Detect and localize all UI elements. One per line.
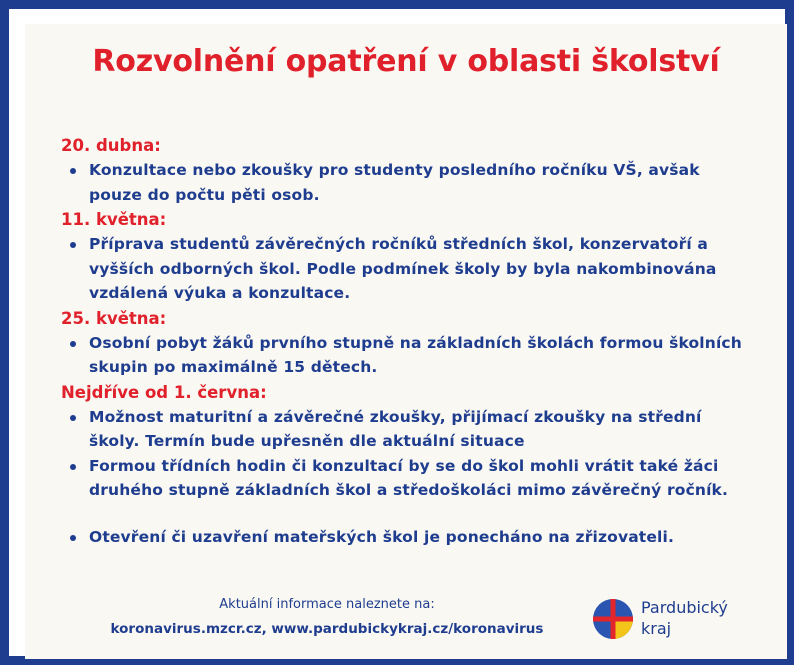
section-heading: 25. května:: [61, 308, 167, 328]
measures-list: [61, 133, 783, 549]
logo-red-horizontal-bar: [593, 617, 633, 622]
bullet-list: [61, 232, 783, 306]
line: školy. Termín bude upřesněn dle aktuální situace: [89, 432, 525, 450]
pardubice-region-logo-icon: [592, 598, 634, 640]
footer-links: koronavirus.mzcr.cz, www.pardubickykraj.cz/koronavirus: [110, 621, 544, 637]
section-1-june: [61, 380, 783, 550]
region-logo: [592, 594, 728, 650]
poster-panel: [25, 24, 787, 659]
line: Formou třídních hodin či konzultací by se do škol mohli vrátit také žáci: [89, 456, 719, 475]
line: vzdálená výuka a konzultace.: [89, 284, 351, 302]
logo-text-line1: Pardubický: [641, 598, 728, 617]
footer: [67, 595, 587, 640]
line: Osobní pobyt žáků prvního stupně na základních školách formou školních: [89, 333, 742, 352]
page-title: Rozvolnění opatření v oblasti školství: [92, 44, 720, 79]
line: Otevření či uzavření mateřských škol je ponecháno na zřizovateli.: [89, 527, 674, 546]
bullet-list: [61, 158, 783, 207]
section-25-may: [61, 306, 783, 380]
line: pouze do počtu pěti osob.: [89, 185, 320, 204]
line: Příprava studentů závěrečných ročníků středních škol, konzervatoří a: [89, 235, 708, 253]
bullet-list: [61, 405, 783, 550]
footer-info: Aktuální informace naleznete na:: [219, 597, 435, 612]
section-heading: 11. května:: [61, 210, 167, 229]
section-heading: Nejdříve od 1. června:: [61, 382, 267, 402]
line: skupin po maximálně 15 dětech.: [89, 358, 378, 376]
section-heading: 20. dubna:: [61, 136, 161, 155]
list-item: [61, 525, 783, 550]
line: druhého stupně základních škol a středoškoláci mimo závěrečný ročník.: [89, 481, 729, 499]
list-item: [61, 232, 783, 306]
line: Možnost maturitní a závěrečné zkoušky, přijímací zkoušky na střední: [89, 407, 702, 426]
list-item: [61, 158, 783, 207]
section-11-may: [61, 207, 783, 306]
logo-text-line2: kraj: [641, 619, 672, 638]
list-item: [61, 454, 783, 503]
bullet-list: [61, 331, 783, 380]
line: Konzultace nebo zkoušky pro studenty posledního ročníku VŠ, avšak: [89, 161, 700, 179]
list-item: [61, 405, 783, 454]
line: vyšších odborných škol. Podle podmínek školy by byla nakombinována: [89, 259, 717, 278]
section-20-april: [61, 133, 783, 207]
logo-text: [641, 597, 728, 639]
list-item: [61, 331, 783, 380]
logo-yellow-segment: [613, 619, 633, 639]
